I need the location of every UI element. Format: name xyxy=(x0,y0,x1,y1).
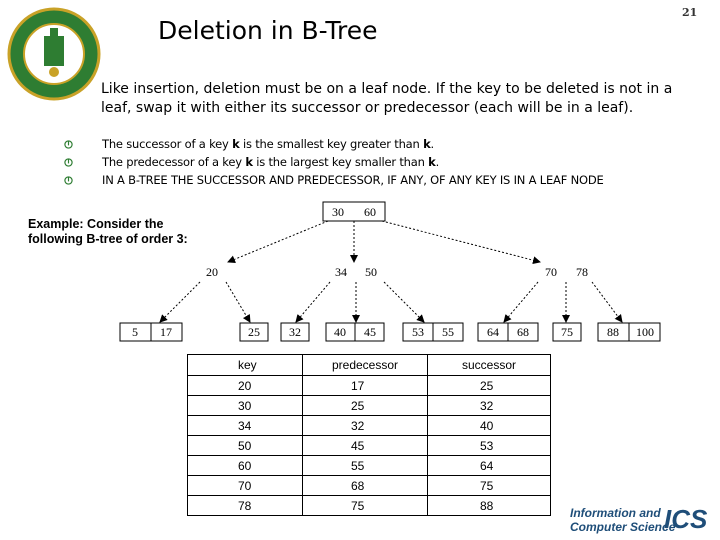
table-cell: 68 xyxy=(303,476,428,496)
text-part: . xyxy=(435,155,440,169)
text-part: The predecessor of a key xyxy=(102,155,246,169)
internal-key: 50 xyxy=(365,265,377,279)
table-row xyxy=(188,396,551,416)
example-line-2: following B-tree of order 3: xyxy=(28,232,188,246)
pointer-line xyxy=(504,282,538,322)
leaf-key: 53 xyxy=(412,325,424,339)
ics-logo xyxy=(566,500,716,538)
leaf-key: 45 xyxy=(364,325,376,339)
table-cell: 75 xyxy=(428,476,551,496)
leaf-key: 100 xyxy=(636,325,654,339)
table-cell: 34 xyxy=(188,416,303,436)
leaf-node xyxy=(281,323,309,341)
main-bullet-text: Like insertion, deletion must be on a leaf node. If the key to be deleted is not in a leaf, swap it with either its successor or predecessor (each will be in a leaf). xyxy=(101,81,673,116)
column-header: successor xyxy=(428,355,551,376)
column-header: predecessor xyxy=(303,355,428,376)
text-part: is the largest key smaller than xyxy=(252,155,429,169)
text-part: . xyxy=(430,137,434,151)
leaf-node xyxy=(598,323,660,341)
pointer-line xyxy=(296,282,330,322)
pointer-line xyxy=(228,221,328,262)
table-cell: 78 xyxy=(188,496,303,516)
internal-key: 34 xyxy=(335,265,347,279)
internal-key: 78 xyxy=(576,265,588,279)
text-part: The successor of a key xyxy=(102,137,233,151)
ics-logo-line-1: Information and xyxy=(570,506,661,520)
leaf-node xyxy=(326,323,384,341)
leaf-key: 17 xyxy=(160,325,172,339)
leaf-node xyxy=(240,323,268,341)
table-cell: 25 xyxy=(303,396,428,416)
key-var: k xyxy=(423,137,431,151)
ics-logo-line-2: Computer Science xyxy=(570,520,676,534)
leaf-key: 88 xyxy=(607,325,619,339)
root-key: 60 xyxy=(364,205,376,219)
root-key: 30 xyxy=(332,205,344,219)
table-row xyxy=(188,376,551,396)
leaf-node xyxy=(403,323,463,341)
example-line-1: Example: Consider the xyxy=(28,217,164,231)
leaf-node xyxy=(120,323,182,341)
page-number: 21 xyxy=(682,6,698,19)
leaf-key: 68 xyxy=(517,325,529,339)
leaf-node xyxy=(553,323,581,341)
table-cell: 20 xyxy=(188,376,303,396)
sub-bullet-text: IN A B-TREE THE SUCCESSOR AND PREDECESSOR, IF ANY, OF ANY KEY IS IN A LEAF NODE xyxy=(102,173,604,187)
table-cell: 32 xyxy=(428,396,551,416)
table-cell: 64 xyxy=(428,456,551,476)
pointer-line xyxy=(382,221,540,262)
pointer-line xyxy=(592,282,622,322)
table-cell: 17 xyxy=(303,376,428,396)
internal-key: 70 xyxy=(545,265,557,279)
leaf-key: 25 xyxy=(248,325,260,339)
leaf-key: 64 xyxy=(487,325,499,339)
table-cell: 88 xyxy=(428,496,551,516)
leaf-key: 40 xyxy=(334,325,346,339)
table-cell: 40 xyxy=(428,416,551,436)
key-var: k xyxy=(245,155,253,169)
table-cell: 53 xyxy=(428,436,551,456)
pointer-line xyxy=(160,282,200,322)
table-cell: 70 xyxy=(188,476,303,496)
slide-title: Deletion in B-Tree xyxy=(158,16,378,45)
leaf-key: 75 xyxy=(561,325,573,339)
key-var: k xyxy=(232,137,240,151)
table-header-row xyxy=(188,355,551,376)
table-cell: 55 xyxy=(303,456,428,476)
table-cell: 25 xyxy=(428,376,551,396)
column-header: key xyxy=(188,355,303,376)
pointer-line xyxy=(226,282,250,322)
pointer-line xyxy=(384,282,424,322)
ics-logo-mark: ICS xyxy=(664,504,708,534)
table-row xyxy=(188,496,551,516)
table-cell: 60 xyxy=(188,456,303,476)
table-cell: 45 xyxy=(303,436,428,456)
table-row xyxy=(188,456,551,476)
table-cell: 50 xyxy=(188,436,303,456)
leaf-key: 32 xyxy=(289,325,301,339)
table-cell: 30 xyxy=(188,396,303,416)
leaf-key: 5 xyxy=(132,325,138,339)
table-cell: 32 xyxy=(303,416,428,436)
table-row xyxy=(188,416,551,436)
table-row xyxy=(188,476,551,496)
text-part: is the smallest key greater than xyxy=(239,137,424,151)
table-cell: 75 xyxy=(303,496,428,516)
internal-key: 20 xyxy=(206,265,218,279)
leaf-node xyxy=(478,323,538,341)
key-var: k xyxy=(428,155,436,169)
leaf-key: 55 xyxy=(442,325,454,339)
table-row xyxy=(188,436,551,456)
predecessor-successor-table xyxy=(187,354,551,516)
